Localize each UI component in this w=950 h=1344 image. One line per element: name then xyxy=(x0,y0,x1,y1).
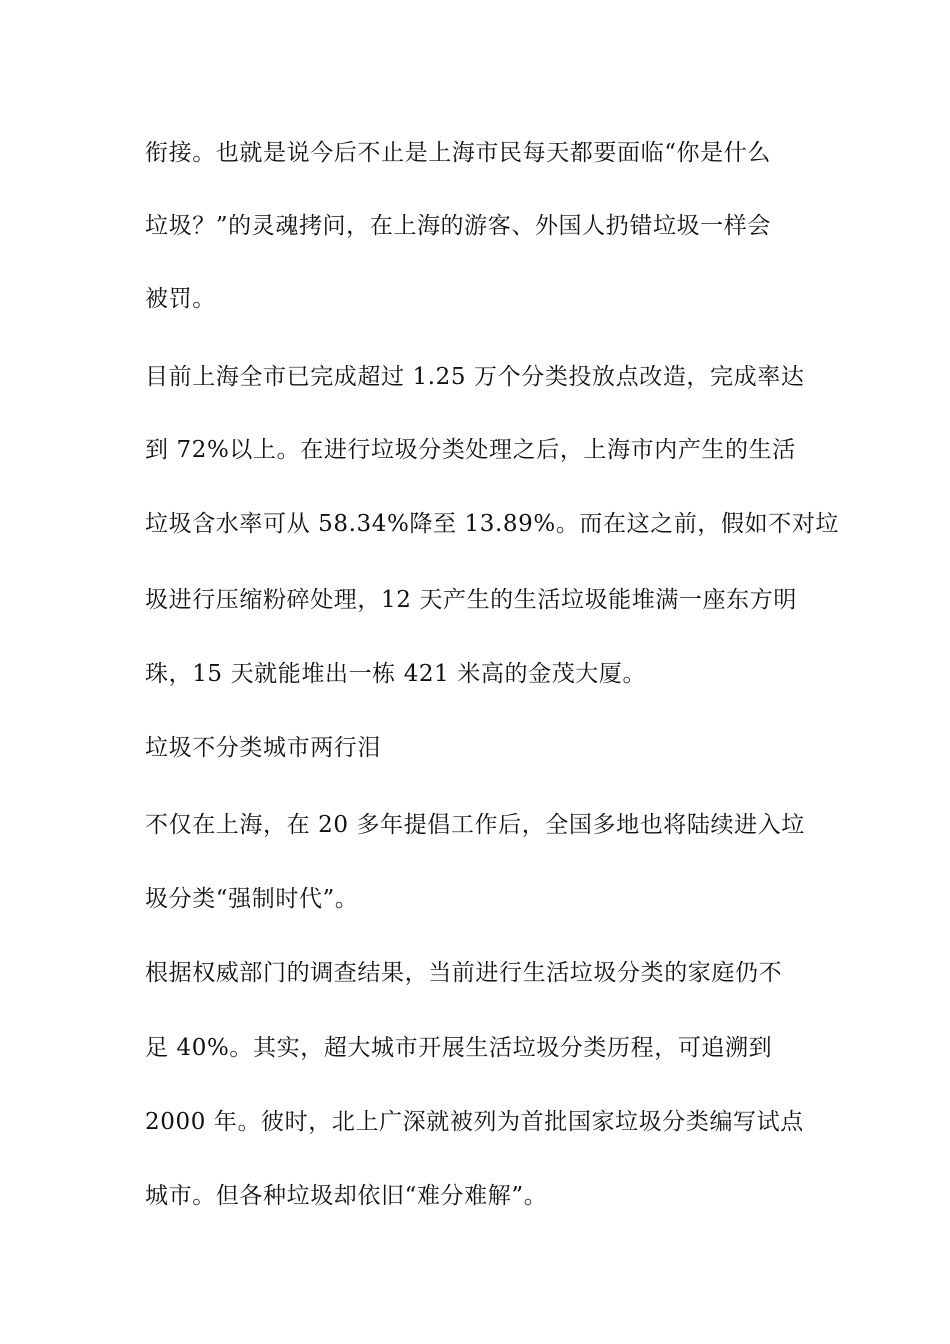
paragraph-1-line-1: 衔接。也就是说今后不止是上海市民每天都要面临“你是什么 xyxy=(145,140,771,166)
paragraph-2-line-2: 到 72%以上。在进行垃圾分类处理之后，上海市内产生的生活 xyxy=(145,437,796,463)
paragraph-4-line-4: 城市。但各种垃圾却依旧“难分难解”。 xyxy=(145,1183,548,1209)
paragraph-3-line-2: 圾分类“强制时代”。 xyxy=(145,886,359,912)
paragraph-2-line-3: 垃圾含水率可从 58.34%降至 13.89%。而在这之前，假如不对垃 xyxy=(145,511,840,537)
section-heading: 垃圾不分类城市两行泪 xyxy=(145,735,381,761)
paragraph-4-line-3: 2000 年。彼时，北上广深就被列为首批国家垃圾分类编写试点 xyxy=(145,1109,804,1135)
paragraph-4-line-2: 足 40%。其实，超大城市开展生活垃圾分类历程，可追溯到 xyxy=(145,1035,773,1061)
paragraph-1-line-2: 垃圾？”的灵魂拷问，在上海的游客、外国人扔错垃圾一样会 xyxy=(145,213,771,239)
paragraph-2-line-4: 圾进行压缩粉碎处理，12 天产生的生活垃圾能堆满一座东方明 xyxy=(145,587,797,613)
paragraph-3-line-1: 不仅在上海，在 20 多年提倡工作后，全国多地也将陆续进入垃 xyxy=(145,812,805,838)
paragraph-4-line-1: 根据权威部门的调查结果，当前进行生活垃圾分类的家庭仍不 xyxy=(145,960,783,986)
paragraph-2-line-1: 目前上海全市已完成超过 1.25 万个分类投放点改造，完成率达 xyxy=(145,364,805,390)
paragraph-1-line-3: 被罚。 xyxy=(145,286,216,312)
paragraph-2-line-5: 珠，15 天就能堆出一栋 421 米高的金茂大厦。 xyxy=(145,661,647,687)
